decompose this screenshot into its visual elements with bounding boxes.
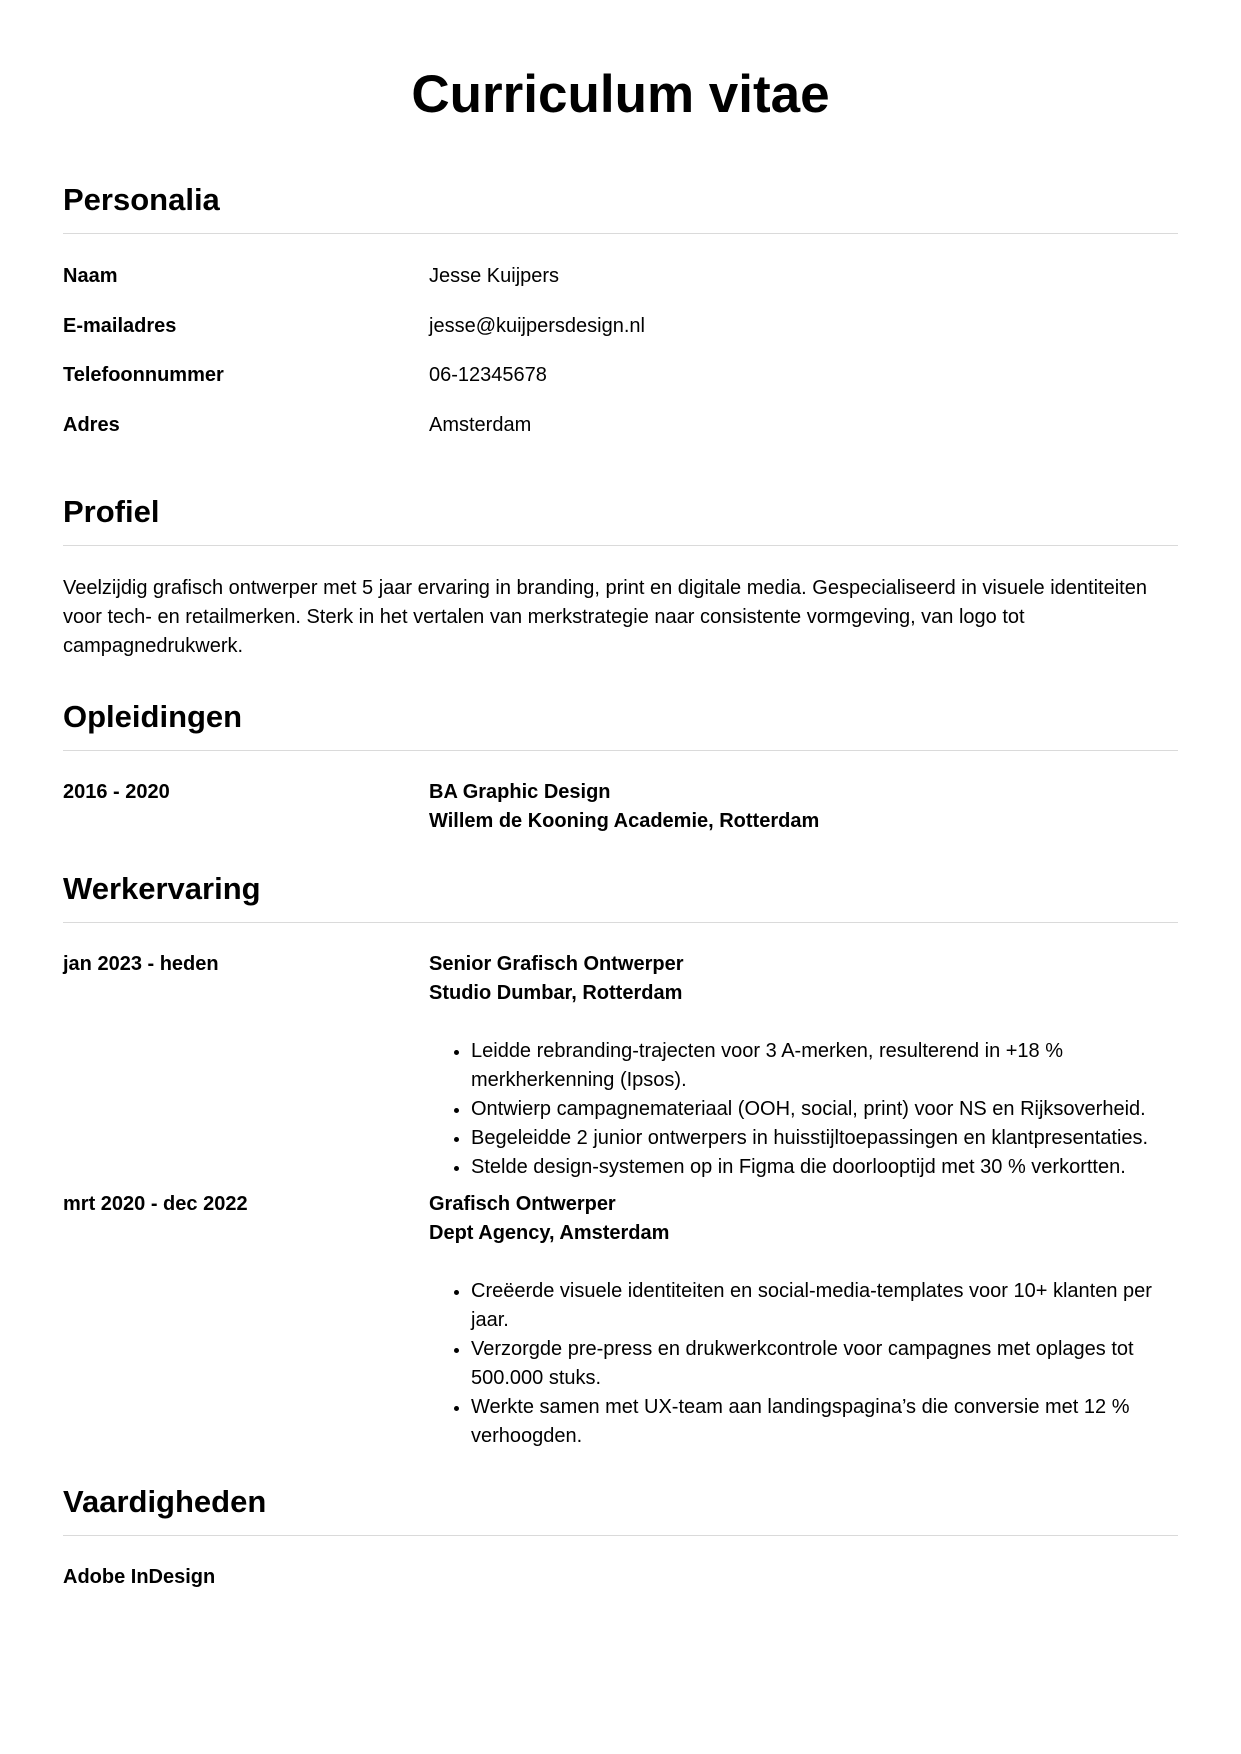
personalia-value: Amsterdam (429, 413, 532, 436)
education-list (63, 778, 1178, 836)
bullet-item: • Stelde design-systemen op in Figma die doorlooptijd met 30 % verkortten. (471, 1153, 1178, 1182)
personalia-row-adres (63, 413, 1178, 463)
personalia-label: Adres (63, 413, 120, 436)
bullet-item: • Leidde rebranding-trajecten voor 3 A-merken, resulterend in +18 % merkherkenning (Ipsos). (471, 1037, 1178, 1095)
entry-body (429, 950, 1178, 1182)
work-entry (63, 950, 1178, 1182)
entry-bullet-list (429, 1277, 1178, 1451)
bullet-item: • Verzorgde pre-press en drukwerkcontrole voor campagnes met oplages tot 500.000 stuks. (471, 1335, 1178, 1393)
personalia-label: E-mailadres (63, 314, 177, 337)
entry-period: mrt 2020 - dec 2022 (63, 1193, 248, 1215)
section-heading-vaardigheden: Vaardigheden (63, 1484, 1178, 1536)
entry-organisation: Studio Dumbar, Rotterdam (429, 982, 683, 1004)
document-title: Curriculum vitae (411, 65, 830, 124)
personalia-value: jesse@kuijpersdesign.nl (429, 314, 645, 337)
bullet-item: • Ontwierp campagnemateriaal (OOH, social, print) voor NS en Rijksoverheid. (471, 1095, 1178, 1124)
bullet-item: • Begeleidde 2 junior ontwerpers in huisstijltoepassingen en klantpresentaties. (471, 1124, 1178, 1153)
personalia-label: Telefoonnummer (63, 364, 224, 386)
personalia-label: Naam (63, 265, 118, 287)
profile-text: Veelzijdig grafisch ontwerper met 5 jaar ervaring in branding, print en digitale media. Gespecialiseerd in visuele identiteiten voor tech- en retailmerken. Sterk in het vertalen van merkstrategie naar consistente vormgeving, van logo tot campagnedrukwerk. (63, 577, 1147, 657)
werkervaring-section (63, 871, 1178, 1451)
section-heading-werkervaring: Werkervaring (63, 871, 1178, 923)
bullet-item: • Creëerde visuele identiteiten en social-media-templates voor 10+ klanten per jaar. (471, 1277, 1178, 1335)
section-heading-opleidingen: Opleidingen (63, 699, 1178, 751)
personalia-row-naam (63, 264, 1178, 314)
personalia-value: Jesse Kuijpers (429, 265, 560, 287)
skill-list (63, 1563, 1178, 1592)
entry-bullet-list (429, 1037, 1178, 1182)
section-heading-personalia: Personalia (63, 182, 1178, 234)
vaardigheden-section (63, 1484, 1178, 1592)
entry-body (429, 778, 1178, 836)
personalia-value: 06-12345678 (429, 364, 547, 386)
entry-title: BA Graphic Design (429, 781, 611, 803)
entry-organisation: Willem de Kooning Academie, Rotterdam (429, 810, 820, 832)
personalia-list (63, 264, 1178, 462)
entry-title: Senior Grafisch Ontwerper (429, 953, 684, 975)
work-list (63, 950, 1178, 1451)
entry-period: 2016 - 2020 (63, 781, 170, 803)
profiel-section (63, 494, 1178, 661)
personalia-section (63, 182, 1178, 462)
personalia-row-telefoon (63, 363, 1178, 413)
personalia-row-email (63, 314, 1178, 364)
education-entry (63, 778, 1178, 836)
skill-item: Adobe InDesign (63, 1566, 216, 1588)
entry-body (429, 1190, 1178, 1451)
entry-title: Grafisch Ontwerper (429, 1193, 616, 1215)
bullet-item: • Werkte samen met UX-team aan landingspagina’s die conversie met 12 % verhoogden. (471, 1393, 1178, 1451)
entry-period: jan 2023 - heden (63, 953, 219, 975)
section-heading-profiel: Profiel (63, 494, 1178, 546)
entry-organisation: Dept Agency, Amsterdam (429, 1222, 670, 1244)
work-entry (63, 1190, 1178, 1451)
opleidingen-section (63, 699, 1178, 836)
